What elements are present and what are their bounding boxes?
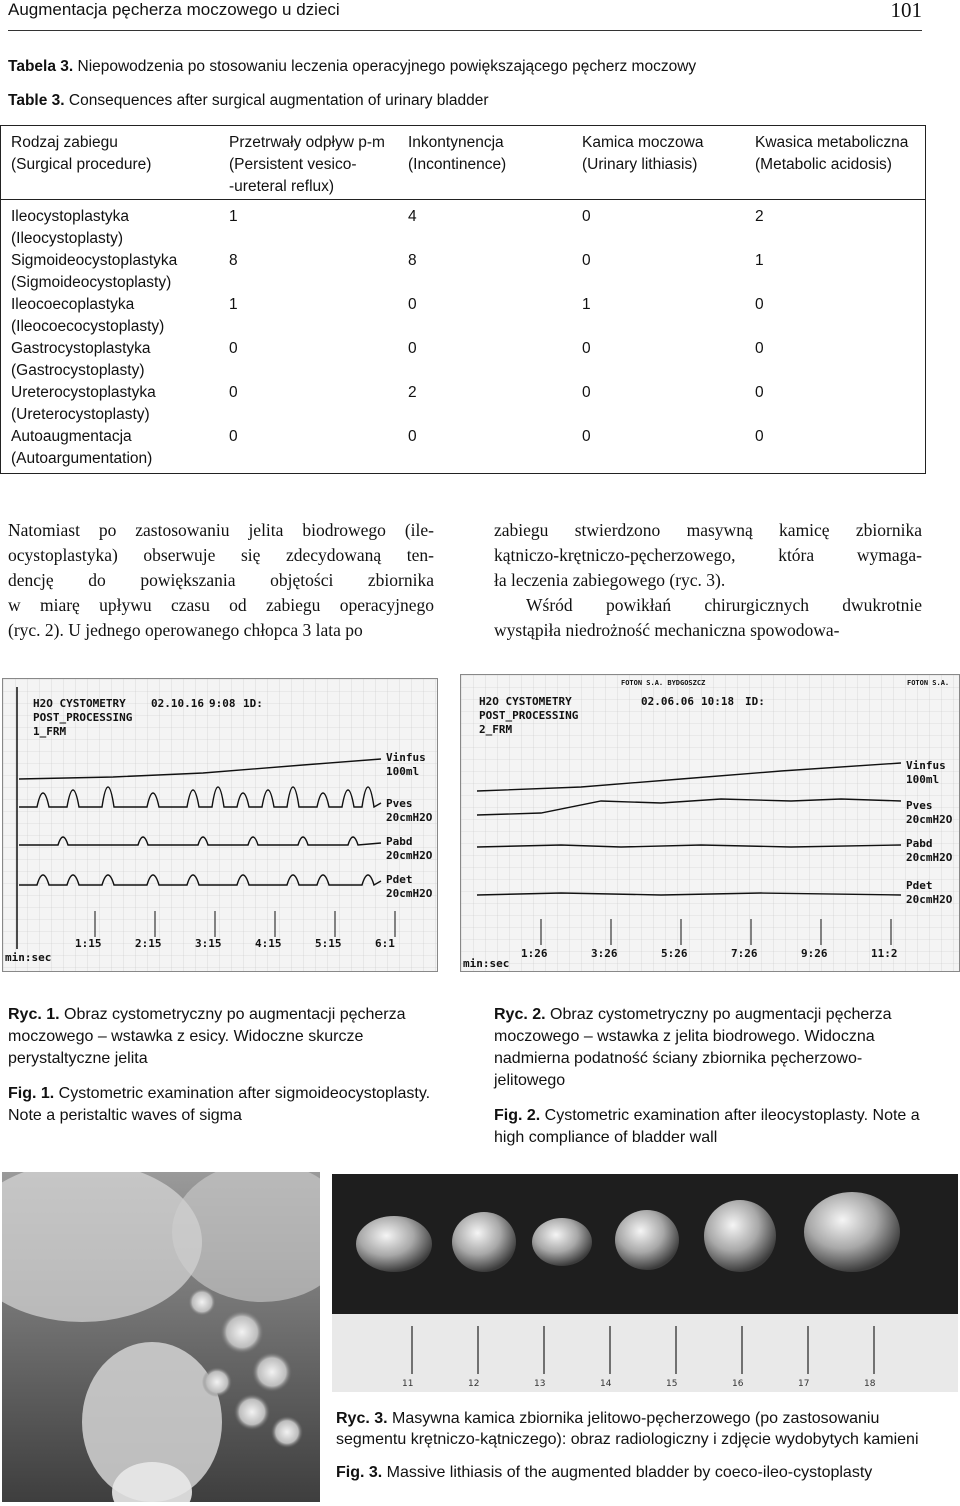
figure-2-cystometry <box>460 674 960 972</box>
caption-fig1-label: Fig. 1. <box>8 1085 55 1102</box>
f1-tick-label-4: 5:15 <box>315 937 342 950</box>
f1-time: 9:08 <box>209 697 236 710</box>
row-5-value-1: 0 <box>408 428 417 445</box>
th-acidosis-en: (Metabolic acidosis) <box>755 156 892 173</box>
row-5-value-2: 0 <box>582 428 591 445</box>
ruler-number-2: 13 <box>534 1379 546 1389</box>
ruler-number-0: 11 <box>402 1379 414 1389</box>
row-0-value-2: 0 <box>582 208 591 225</box>
row-2-procedure-pl: Ileocoecoplastyka <box>11 296 135 313</box>
left-line-3: w miarę upływu czasu od zabiegu operacyjnego <box>8 595 434 615</box>
f1-header-2: 1_FRM <box>33 725 67 738</box>
f2-ch0-name: Vinfus <box>906 759 946 772</box>
ruler-number-4: 15 <box>666 1379 678 1389</box>
th-incontinence-pl: Inkontynencja <box>408 134 504 151</box>
row-4-procedure-en: (Ureterocystoplasty) <box>11 406 150 423</box>
caption-fig2-label: Fig. 2. <box>494 1107 541 1124</box>
caption-fig2 <box>494 1105 920 1149</box>
row-1-procedure-pl: Sigmoideocystoplastyka <box>11 252 178 269</box>
th-lithiasis <box>582 132 703 176</box>
th-reflux-pl: Przetrwały odpływ p-m <box>229 134 385 151</box>
ruler-number-7: 18 <box>864 1379 876 1389</box>
th-incontinence-en: (Incontinence) <box>408 156 507 173</box>
row-2-value-2: 1 <box>582 296 591 313</box>
left-line-2: dencję do powiększania objętości zbiornika <box>8 570 434 590</box>
caption-fig3-label: Fig. 3. <box>336 1464 383 1481</box>
f1-header-0: H2O CYSTOMETRY <box>33 697 126 710</box>
f1-tick-label-1: 2:15 <box>135 937 162 950</box>
caption-fig1-text: Cystometric examination after sigmoideocystoplasty. Note a peristaltic waves of sigma <box>8 1085 431 1124</box>
caption-fig1 <box>8 1083 436 1127</box>
row-3-value-0: 0 <box>229 340 238 357</box>
row-3-procedure-pl: Gastrocystoplastyka <box>11 340 151 357</box>
f2-top-left: FOTON S.A. BYDGOSZCZ <box>621 679 706 687</box>
f2-date: 02.06.06 <box>641 695 694 708</box>
row-5-value-0: 0 <box>229 428 238 445</box>
ruler-number-1: 12 <box>468 1379 480 1389</box>
f1-axis-unit: min:sec <box>5 951 52 964</box>
f2-ch3-name: Pdet <box>906 879 933 892</box>
right-line-0: zabiegu stwierdzono masywną kamicę zbiornika <box>494 520 922 540</box>
table-caption-en <box>8 92 489 110</box>
row-4-value-1: 2 <box>408 384 417 401</box>
f2-header-0: H2O CYSTOMETRY <box>479 695 572 708</box>
f2-header-1: POST_PROCESSING <box>479 709 579 722</box>
th-lithiasis-en: (Urinary lithiasis) <box>582 156 698 173</box>
f1-id: 1D: <box>243 697 263 710</box>
f2-ch1-unit: 20cmH2O <box>906 813 953 826</box>
right-line-3: Wśród powikłań chirurgicznych dwukrotnie <box>526 595 922 615</box>
f2-ch2-unit: 20cmH2O <box>906 851 953 864</box>
f2-tick-label-0: 1:26 <box>521 947 548 960</box>
right-line-2: ła leczenia zabiegowego (ryc. 3). <box>494 570 726 590</box>
right-line-1: kątniczo-krętniczo-pęcherzowego, która wymaga- <box>494 545 922 565</box>
table-caption-pl-label: Tabela 3. <box>8 58 74 75</box>
f1-ch1-unit: 20cmH2O <box>386 811 433 824</box>
running-header <box>8 0 922 31</box>
caption-ryc2-text: Obraz cystometryczny po augmentacji pęcherza moczowego – wstawka z jelita biodrowego. Widoczna nadmierna podatność ściany zbiornika pęcherzowo-jelitowego <box>494 1006 892 1089</box>
ruler-number-5: 16 <box>732 1379 744 1389</box>
caption-ryc3 <box>336 1408 922 1450</box>
th-reflux-en1: (Persistent vesico- <box>229 156 357 173</box>
row-4-procedure-pl: Ureterocystoplastyka <box>11 384 156 401</box>
row-5-procedure-pl: Autoaugmentacja <box>11 428 132 445</box>
captions-fig1 <box>8 1004 436 1140</box>
row-0-value-3: 2 <box>755 208 764 225</box>
body-left-column <box>8 518 434 643</box>
row-3-procedure-en: (Gastrocystoplasty) <box>11 362 145 379</box>
f1-tick-label-3: 4:15 <box>255 937 282 950</box>
f1-tick-label-2: 3:15 <box>195 937 222 950</box>
row-3-value-3: 0 <box>755 340 764 357</box>
f1-ch2-unit: 20cmH2O <box>386 849 433 862</box>
caption-ryc1-label: Ryc. 1. <box>8 1006 60 1023</box>
figure-2-chart <box>461 675 959 971</box>
f2-axis-unit: min:sec <box>463 957 510 970</box>
row-1-value-0: 8 <box>229 252 238 269</box>
f2-tick-label-2: 5:26 <box>661 947 688 960</box>
th-procedure <box>11 132 151 176</box>
row-0-procedure-en: (Ileocystoplasty) <box>11 230 123 247</box>
row-3-value-2: 0 <box>582 340 591 357</box>
row-2-value-1: 0 <box>408 296 417 313</box>
f2-header-2: 2_FRM <box>479 723 513 736</box>
row-2-value-0: 1 <box>229 296 238 313</box>
caption-fig3-text: Massive lithiasis of the augmented bladder by coeco-ileo-cystoplasty <box>382 1464 873 1481</box>
f1-date: 02.10.16 <box>151 697 204 710</box>
row-1-procedure-en: (Sigmoideocystoplasty) <box>11 274 172 291</box>
running-title: Augmentacja pęcherza moczowego u dzieci <box>8 0 340 19</box>
caption-fig2-text: Cystometric examination after ileocystoplasty. Note a high compliance of bladder wall <box>494 1107 920 1146</box>
th-procedure-pl: Rodzaj zabiegu <box>11 134 118 151</box>
caption-ryc1 <box>8 1004 436 1070</box>
ruler-number-3: 14 <box>600 1379 612 1389</box>
captions-fig2 <box>494 1004 920 1162</box>
f2-ch3-unit: 20cmH2O <box>906 893 953 906</box>
figure-1-cystometry <box>2 678 438 972</box>
f1-ch3-unit: 20cmH2O <box>386 887 433 900</box>
row-1-value-3: 1 <box>755 252 764 269</box>
f1-ch1-name: Pves <box>386 797 413 810</box>
row-2-value-3: 0 <box>755 296 764 313</box>
table-caption-en-text: Consequences after surgical augmentation of urinary bladder <box>64 92 489 109</box>
left-line-4: (ryc. 2). U jednego operowanego chłopca 3 lata po <box>8 620 363 640</box>
th-reflux <box>229 132 385 198</box>
caption-ryc3-label: Ryc. 3. <box>336 1410 388 1427</box>
th-procedure-en: (Surgical procedure) <box>11 156 152 173</box>
caption-ryc2-label: Ryc. 2. <box>494 1006 546 1023</box>
f2-top-right: FOTON S.A. <box>907 679 950 687</box>
f2-id: ID: <box>745 695 765 708</box>
results-table <box>0 125 926 474</box>
f2-tick-label-1: 3:26 <box>591 947 618 960</box>
ruler-number-6: 17 <box>798 1379 810 1389</box>
f1-ch2-name: Pabd <box>386 835 413 848</box>
row-2-procedure-en: (Ileocoecocystoplasty) <box>11 318 165 335</box>
row-5-procedure-en: (Autoargumentation) <box>11 450 153 467</box>
row-0-value-0: 1 <box>229 208 238 225</box>
f2-time: 10:18 <box>701 695 735 708</box>
caption-ryc2 <box>494 1004 920 1092</box>
row-4-value-3: 0 <box>755 384 764 401</box>
th-acidosis <box>755 132 908 176</box>
f1-header-1: POST_PROCESSING <box>33 711 133 724</box>
table-caption-pl-text: Niepowodzenia po stosowaniu leczenia operacyjnego powiększającego pęcherz moczowy <box>73 58 697 75</box>
caption-fig3 <box>336 1462 922 1483</box>
th-lithiasis-pl: Kamica moczowa <box>582 134 704 151</box>
page-number: 101 <box>890 0 922 22</box>
left-line-0: Natomiast po zastosowaniu jelita biodrowego (ile- <box>8 520 434 540</box>
row-5-value-3: 0 <box>755 428 764 445</box>
th-incontinence <box>408 132 506 176</box>
f1-ch3-name: Pdet <box>386 873 413 886</box>
table-caption-en-label: Table 3. <box>8 92 65 109</box>
captions-fig3 <box>336 1408 922 1496</box>
caption-ryc1-text: Obraz cystometryczny po augmentacji pęcherza moczowego – wstawka z esicy. Widoczne skurcze perystaltyczne jelita <box>8 1006 406 1067</box>
stones-image <box>332 1174 958 1392</box>
table-caption-pl <box>8 58 696 76</box>
f1-tick-label-5: 6:1 <box>375 937 395 950</box>
f2-ch2-name: Pabd <box>906 837 933 850</box>
f1-tick-label-0: 1:15 <box>75 937 102 950</box>
caption-ryc3-text: Masywna kamica zbiornika jelitowo-pęcherzowego (po zastosowaniu segmentu krętniczo-kątniczego): obraz radiologiczny i zdjęcie wydobytych kamieni <box>336 1410 919 1448</box>
row-1-value-1: 8 <box>408 252 417 269</box>
row-0-value-1: 4 <box>408 208 417 225</box>
row-1-value-2: 0 <box>582 252 591 269</box>
radiograph-image <box>2 1172 320 1502</box>
left-line-1: ocystoplastyka) obserwuje się zdecydowaną ten- <box>8 545 434 565</box>
f1-ch0-unit: 100ml <box>386 765 420 778</box>
figure-1-chart <box>3 679 437 971</box>
row-4-value-0: 0 <box>229 384 238 401</box>
f2-tick-label-3: 7:26 <box>731 947 758 960</box>
body-right-column <box>494 518 922 643</box>
row-0-procedure-pl: Ileocystoplastyka <box>11 208 130 225</box>
th-reflux-en2: -ureteral reflux) <box>229 178 335 195</box>
f2-tick-label-4: 9:26 <box>801 947 828 960</box>
figure-3-radiograph <box>2 1172 320 1502</box>
figure-3-stones-photo <box>332 1174 958 1392</box>
f1-ch0-name: Vinfus <box>386 751 426 764</box>
f2-tick-label-5: 11:2 <box>871 947 898 960</box>
th-acidosis-pl: Kwasica metaboliczna <box>755 134 909 151</box>
f2-ch1-name: Pves <box>906 799 933 812</box>
f2-ch0-unit: 100ml <box>906 773 940 786</box>
right-line-4: wystąpiła niedrożność mechaniczna spowodowa- <box>494 620 840 640</box>
row-3-value-1: 0 <box>408 340 417 357</box>
table-header-rule <box>1 199 925 200</box>
row-4-value-2: 0 <box>582 384 591 401</box>
